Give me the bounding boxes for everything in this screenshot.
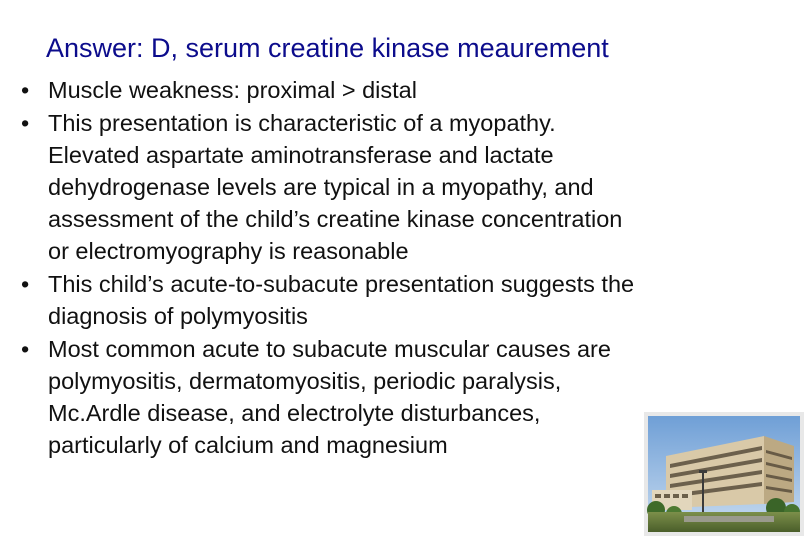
hospital-building-photo [644,412,804,536]
bullet-text-line: Most common acute to subacute muscular causes are [48,336,611,362]
bullet-text-line: or electromyography is reasonable [48,238,409,264]
bullet-icon: • [21,77,30,103]
bullet-text-line: Elevated aspartate aminotransferase and lactate [48,142,554,168]
bullet-item [0,74,790,106]
bullet-text-line: diagnosis of polymyositis [48,303,308,329]
slide-title: Answer: D, serum creatine kinase meaurement [46,33,609,63]
bullet-text-line: Mc.Ardle disease, and electrolyte disturbances, [48,400,541,426]
bullet-icon: • [21,271,30,297]
building-image [644,412,804,536]
bullet-item [0,107,790,267]
bullet-text-line: polymyositis, dermatomyositis, periodic paralysis, [48,368,562,394]
bullet-text-line: dehydrogenase levels are typical in a myopathy, and [48,174,594,200]
bullet-list [0,74,790,462]
bullet-text-line: particularly of calcium and magnesium [48,432,448,458]
bullet-text-line: assessment of the child’s creatine kinase concentration [48,206,623,232]
bullet-text-line: This child’s acute-to-subacute presentation suggests the [48,271,635,297]
bullet-item [0,268,790,332]
bullet-icon: • [21,110,30,136]
bullet-text-line: This presentation is characteristic of a myopathy. [48,110,556,136]
bullet-icon: • [21,336,30,362]
bullet-text-line: Muscle weakness: proximal > distal [48,77,417,103]
